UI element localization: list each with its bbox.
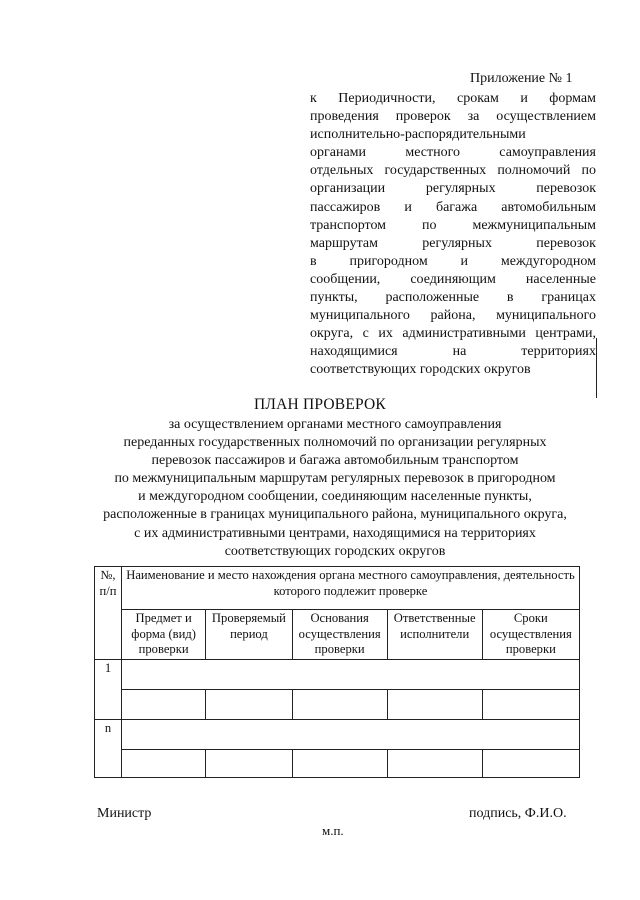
table-row [95,749,580,777]
annex-line: находящимися на территориях [310,344,596,360]
table-cell [292,749,387,777]
organization-header: Наименование и место нахождения органа местного самоуправления, деятельность которого подлежит проверке [122,567,580,610]
column-header-grounds: Основания осуществления проверки [292,610,387,660]
annex-line: транспортом по межмуниципальным [310,217,596,233]
annex-line: округа, с их административными центрами, [310,326,596,342]
annex-line: исполнительно-распорядительными [310,127,526,143]
annex-line: в пригородном и междугородном [310,253,596,269]
annex-line: пассажиров и багажа автомобильным [310,199,596,215]
row-number: 1 [95,659,122,719]
table-cell [387,689,482,719]
inspection-plan-table [94,566,580,778]
table-header-row [95,567,580,610]
plan-subtitle-line: переданных государственных полномочий по организации регулярных [123,435,547,451]
table-cell [206,689,292,719]
plan-subtitle-line: и междугородном сообщении, соединяющим населенные пункты, [138,489,532,505]
organization-cell [122,719,580,749]
plan-subtitle-line: расположенные в границах муниципального района, муниципального округа, [103,507,567,523]
annex-body [310,90,596,380]
table-cell [387,749,482,777]
signature-label: подпись, Ф.И.О. [469,806,567,821]
table-row [95,659,580,689]
table-row [95,719,580,749]
plan-subtitle-line: за осуществлением органами местного самоуправления [168,417,502,432]
plan-subtitle-line: с их административными центрами, находящимися на территориях [134,525,536,541]
table-cell [482,749,579,777]
organization-cell [122,659,580,689]
plan-subtitle-line: перевозок пассажиров и багажа автомобильным транспортом [151,453,519,469]
annex-line: организации регулярных перевозок [310,181,596,197]
annex-line: соответствующих городских округов [310,362,531,378]
table-cell [206,749,292,777]
plan-subtitle [40,416,630,561]
plan-title: ПЛАН ПРОВЕРОК [254,396,386,413]
margin-rule [596,338,597,398]
annex-line: органами местного самоуправления [310,145,596,161]
annex-title: Приложение № 1 [470,71,573,86]
table-cell [292,689,387,719]
table-subheader-row [95,610,580,660]
plan-subtitle-line: по межмуниципальным маршрутам регулярных перевозок в пригородном [114,471,556,487]
table-cell [482,689,579,719]
annex-line: муниципального района, муниципального [310,308,596,324]
annex-line: маршрутам регулярных перевозок [310,235,596,251]
table-cell [122,749,206,777]
column-header-period: Проверяемый период [206,610,292,660]
annex-line: отдельных государственных полномочий по [310,163,596,179]
number-column-header: №, п/п [95,567,122,660]
annex-line: пункты, расположенные в границах [310,290,596,306]
plan-subtitle-line: соответствующих городских округов [224,543,446,559]
seal-label: м.п. [322,823,344,838]
row-number: n [95,719,122,777]
annex-line: к Периодичности, срокам и формам [310,91,596,106]
column-header-executors: Ответственные исполнители [387,610,482,660]
annex-line: проведения проверок за осуществлением [310,109,596,125]
column-header-subject: Предмет и форма (вид) проверки [122,610,206,660]
column-header-deadlines: Сроки осуществления проверки [482,610,579,660]
signatory-title: Министр [97,806,152,821]
table-cell [122,689,206,719]
annex-line: сообщении, соединяющим населенные [310,271,596,287]
table-row [95,689,580,719]
